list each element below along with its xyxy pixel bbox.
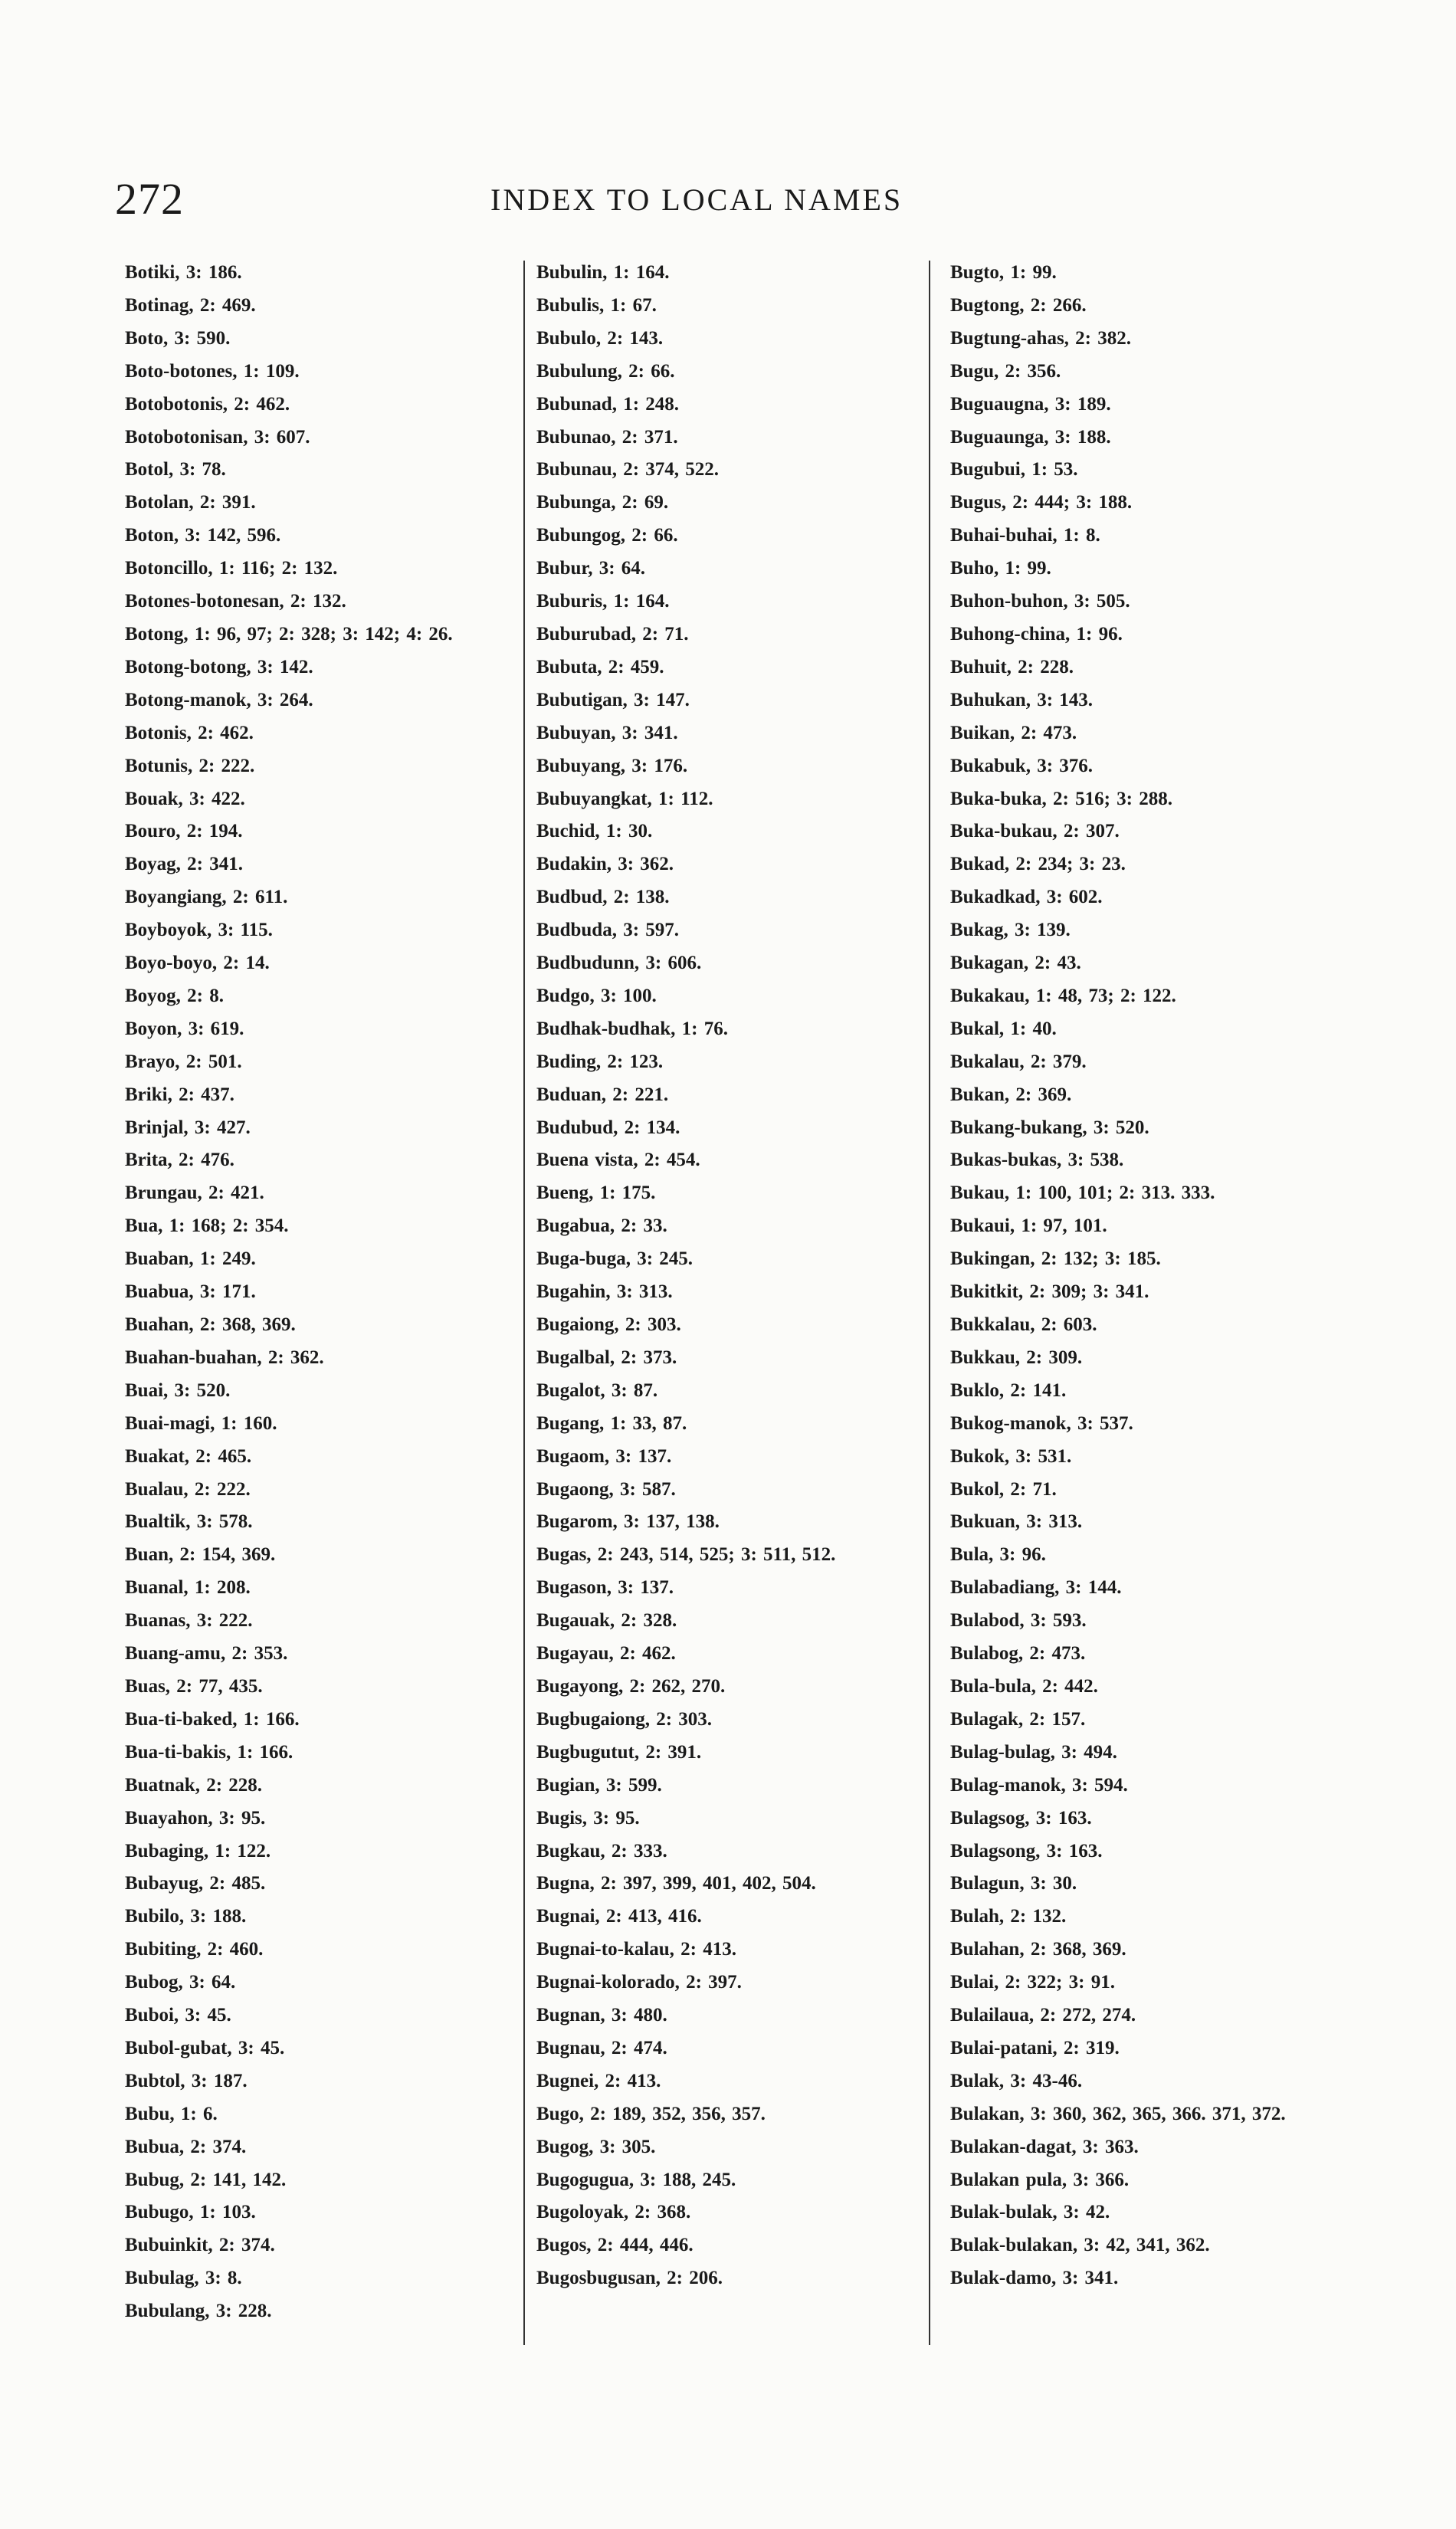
index-entry: Buahan, 2: 368, 369.	[125, 1314, 296, 1335]
index-entry: Bugnai-kolorado, 2: 397.	[536, 1972, 742, 1993]
index-entry: Bubtol, 3: 187.	[125, 2070, 248, 2091]
index-entry: Bugus, 2: 444; 3: 188.	[950, 492, 1133, 513]
index-entry: Buayahon, 3: 95.	[125, 1807, 266, 1829]
index-entry: Buding, 2: 123.	[536, 1051, 664, 1072]
index-entry: Bugnan, 3: 480.	[536, 2005, 667, 2026]
index-entry: Bubol-gubat, 3: 45.	[125, 2037, 285, 2058]
index-entry: Bulag-bulag, 3: 494.	[950, 1741, 1117, 1763]
index-entry: Bueng, 1: 175.	[536, 1182, 656, 1204]
index-entry: Bugtong, 2: 266.	[950, 294, 1087, 316]
index-entry: Bukau, 1: 100, 101; 2: 313. 333.	[950, 1182, 1215, 1204]
index-entry: Buka-bukau, 2: 307.	[950, 821, 1120, 842]
index-entry: Buguaugna, 3: 189.	[950, 393, 1111, 415]
index-entry: Bukkalau, 2: 603.	[950, 1314, 1097, 1335]
page-title: INDEX TO LOCAL NAMES	[490, 182, 903, 217]
index-entry: Bubulo, 2: 143.	[536, 327, 664, 349]
index-entry: Buatnak, 2: 228.	[125, 1774, 263, 1796]
index-entry: Bubugo, 1: 103.	[125, 2202, 256, 2223]
index-entry: Bugkau, 2: 333.	[536, 1840, 667, 1861]
index-entry: Buka-buka, 2: 516; 3: 288.	[950, 788, 1172, 809]
column-divider	[523, 261, 525, 2345]
index-entry: Bulakan, 3: 360, 362, 365, 366. 371, 372.	[950, 2103, 1286, 2124]
index-entry: Bulagsong, 3: 163.	[950, 1840, 1103, 1861]
index-entry: Bukok, 3: 531.	[950, 1445, 1072, 1467]
index-entry: Boyog, 2: 8.	[125, 985, 224, 1006]
index-entry: Bukkau, 2: 309.	[950, 1347, 1083, 1368]
index-entry: Brinjal, 3: 427.	[125, 1117, 251, 1138]
index-entry: Buena vista, 2: 454.	[536, 1150, 700, 1171]
index-entry: Bugnai-to-kalau, 2: 413.	[536, 1939, 736, 1960]
index-entry: Bouak, 3: 422.	[125, 788, 245, 809]
index-entry: Buhukan, 3: 143.	[950, 689, 1094, 710]
index-entry: Buanas, 3: 222.	[125, 1610, 253, 1632]
page-number: 272	[115, 174, 184, 224]
index-entry: Buchid, 1: 30.	[536, 821, 653, 842]
index-entry: Bulagun, 3: 30.	[950, 1873, 1077, 1894]
index-entry: Bugbugutut, 2: 391.	[536, 1741, 702, 1763]
index-entry: Bugtung-ahas, 2: 382.	[950, 327, 1131, 349]
index-entry: Boyboyok, 3: 115.	[125, 920, 273, 941]
index-entry: Bula-bula, 2: 442.	[950, 1675, 1098, 1697]
index-entry: Buga-buga, 3: 245.	[536, 1248, 694, 1270]
index-entry: Bugaiong, 2: 303.	[536, 1314, 681, 1335]
index-entry: Bugog, 3: 305.	[536, 2136, 656, 2157]
index-entry: Bugogugua, 3: 188, 245.	[536, 2169, 736, 2190]
index-entry: Buan, 2: 154, 369.	[125, 1544, 276, 1566]
index-entry: Boyangiang, 2: 611.	[125, 887, 288, 908]
index-entry: Bugo, 2: 189, 352, 356, 357.	[536, 2103, 766, 2124]
index-entry: Bulakan-dagat, 3: 363.	[950, 2136, 1139, 2157]
index-entry: Bubulin, 1: 164.	[536, 262, 670, 283]
index-entry: Bubunao, 2: 371.	[536, 426, 678, 448]
index-entry: Bulak, 3: 43-46.	[950, 2070, 1083, 2091]
index-column-3	[950, 257, 1349, 2295]
index-entry: Bulak-bulakan, 3: 42, 341, 362.	[950, 2235, 1210, 2256]
index-entry: Bulabog, 2: 473.	[950, 1643, 1086, 1665]
index-entry: Bualau, 2: 222.	[125, 1478, 251, 1500]
index-entry: Bugayong, 2: 262, 270.	[536, 1675, 726, 1697]
index-entry: Bubungog, 2: 66.	[536, 525, 678, 546]
index-entry: Brungau, 2: 421.	[125, 1182, 264, 1204]
index-entry: Bugbugaiong, 2: 303.	[536, 1708, 713, 1730]
index-entry: Bukol, 2: 71.	[950, 1478, 1057, 1500]
index-entry: Boto, 3: 590.	[125, 327, 231, 349]
index-entry: Bulai, 2: 322; 3: 91.	[950, 1972, 1115, 1993]
index-entry: Bubayug, 2: 485.	[125, 1873, 266, 1894]
index-entry: Buhai-buhai, 1: 8.	[950, 525, 1100, 546]
index-entry: Bugnau, 2: 474.	[536, 2037, 667, 2058]
index-entry: Budbudunn, 3: 606.	[536, 953, 702, 974]
index-entry: Bubulang, 3: 228.	[125, 2301, 272, 2322]
index-entry: Bukal, 1: 40.	[950, 1018, 1057, 1039]
index-entry: Bubunau, 2: 374, 522.	[536, 459, 720, 481]
index-entry: Bukadkad, 3: 602.	[950, 887, 1103, 908]
index-entry: Bugoloyak, 2: 368.	[536, 2202, 691, 2223]
index-entry: Buas, 2: 77, 435.	[125, 1675, 263, 1697]
index-entry: Botonis, 2: 462.	[125, 722, 254, 743]
index-entry: Bugis, 3: 95.	[536, 1807, 640, 1829]
index-entry: Bukingan, 2: 132; 3: 185.	[950, 1248, 1161, 1270]
index-entry: Bukuan, 3: 313.	[950, 1511, 1083, 1533]
index-entry: Bukad, 2: 234; 3: 23.	[950, 854, 1126, 875]
index-entry: Buhon-buhon, 3: 505.	[950, 591, 1130, 612]
index-entry: Bukan, 2: 369.	[950, 1084, 1072, 1105]
index-entry: Bubua, 2: 374.	[125, 2136, 247, 2157]
index-entry: Bubuta, 2: 459.	[536, 656, 664, 677]
index-entry: Botong-manok, 3: 264.	[125, 689, 313, 710]
index-entry: Bua-ti-baked, 1: 166.	[125, 1708, 300, 1730]
index-entry: Budbuda, 3: 597.	[536, 920, 680, 941]
index-entry: Budhak-budhak, 1: 76.	[536, 1018, 728, 1039]
index-entry: Buburis, 1: 164.	[536, 591, 670, 612]
index-entry: Boton, 3: 142, 596.	[125, 525, 281, 546]
index-entry: Bulak-bulak, 3: 42.	[950, 2202, 1110, 2223]
index-entry: Bukog-manok, 3: 537.	[950, 1412, 1133, 1434]
index-entry: Bulabadiang, 3: 144.	[950, 1577, 1122, 1599]
index-entry: Bugto, 1: 99.	[950, 262, 1057, 283]
index-entry: Bugalbal, 2: 373.	[536, 1347, 677, 1368]
index-entry: Bubunga, 2: 69.	[536, 492, 669, 513]
index-entry: Buai-magi, 1: 160.	[125, 1412, 277, 1434]
index-entry: Botolan, 2: 391.	[125, 492, 256, 513]
index-entry: Bugarom, 3: 137, 138.	[536, 1511, 720, 1533]
index-entry: Budbud, 2: 138.	[536, 887, 670, 908]
index-entry: Bukag, 3: 139.	[950, 920, 1071, 941]
index-entry: Bugayau, 2: 462.	[536, 1643, 676, 1665]
index-column-1	[125, 257, 523, 2328]
index-entry: Buahan-buahan, 2: 362.	[125, 1347, 324, 1368]
index-column-2	[536, 257, 935, 2295]
index-entry: Botol, 3: 78.	[125, 459, 226, 481]
index-entry: Budgo, 3: 100.	[536, 985, 657, 1006]
index-entry: Bugang, 1: 33, 87.	[536, 1412, 687, 1434]
index-entry: Bukang-bukang, 3: 520.	[950, 1117, 1149, 1138]
index-entry: Bulabod, 3: 593.	[950, 1610, 1087, 1632]
index-entry: Bubuyangkat, 1: 112.	[536, 788, 713, 809]
index-entry: Bulakan pula, 3: 366.	[950, 2169, 1130, 2190]
index-entry: Bubulung, 2: 66.	[536, 360, 675, 382]
index-entry: Buklo, 2: 141.	[950, 1379, 1067, 1401]
index-entry: Bubog, 3: 64.	[125, 1972, 236, 1993]
index-entry: Bugu, 2: 356.	[950, 360, 1061, 382]
index-entry: Bubutigan, 3: 147.	[536, 689, 690, 710]
index-entry: Botiki, 3: 186.	[125, 262, 242, 283]
index-entry: Botobotonis, 2: 462.	[125, 393, 290, 415]
index-entry: Bugason, 3: 137.	[536, 1577, 674, 1599]
index-entry: Bubur, 3: 64.	[536, 558, 646, 579]
index-entry: Bubuyang, 3: 176.	[536, 755, 688, 776]
index-entry: Boyon, 3: 619.	[125, 1018, 244, 1039]
index-entry: Bukaui, 1: 97, 101.	[950, 1215, 1107, 1237]
index-entry: Botinag, 2: 469.	[125, 294, 256, 316]
index-entry: Bugosbugusan, 2: 206.	[536, 2268, 723, 2289]
index-entry: Bua, 1: 168; 2: 354.	[125, 1215, 289, 1237]
index-entry: Buakat, 2: 465.	[125, 1445, 252, 1467]
index-entry: Bubilo, 3: 188.	[125, 1906, 247, 1927]
index-entry: Bukitkit, 2: 309; 3: 341.	[950, 1281, 1149, 1303]
index-entry: Bugas, 2: 243, 514, 525; 3: 511, 512.	[536, 1544, 836, 1566]
index-entry: Bubu, 1: 6.	[125, 2103, 218, 2124]
index-entry: Bubunad, 1: 248.	[536, 393, 680, 415]
index-entry: Bubug, 2: 141, 142.	[125, 2169, 287, 2190]
index-entry: Bulailaua, 2: 272, 274.	[950, 2005, 1136, 2026]
index-entry: Botobotonisan, 3: 607.	[125, 426, 310, 448]
index-entry: Bouro, 2: 194.	[125, 821, 243, 842]
index-entry: Brayo, 2: 501.	[125, 1051, 242, 1072]
index-entry: Bulah, 2: 132.	[950, 1906, 1067, 1927]
index-entry: Buanal, 1: 208.	[125, 1577, 251, 1599]
index-entry: Botunis, 2: 222.	[125, 755, 255, 776]
index-entry: Bugaong, 3: 587.	[536, 1478, 676, 1500]
index-entry: Bugnai, 2: 413, 416.	[536, 1906, 702, 1927]
index-entry: Bugna, 2: 397, 399, 401, 402, 504.	[536, 1873, 816, 1894]
index-entry: Buboi, 3: 45.	[125, 2005, 231, 2026]
index-entry: Botones-botonesan, 2: 132.	[125, 591, 346, 612]
index-entry: Bugauak, 2: 328.	[536, 1610, 677, 1632]
index-entry: Bubuinkit, 2: 374.	[125, 2235, 275, 2256]
index-entry: Bukas-bukas, 3: 538.	[950, 1150, 1124, 1171]
index-entry: Bukagan, 2: 43.	[950, 953, 1081, 974]
index-entry: Bugaom, 3: 137.	[536, 1445, 672, 1467]
index-entry: Bulagsog, 3: 163.	[950, 1807, 1092, 1829]
index-entry: Bugubui, 1: 53.	[950, 459, 1078, 481]
index-entry: Bukakau, 1: 48, 73; 2: 122.	[950, 985, 1176, 1006]
index-entry: Bugnei, 2: 413.	[536, 2070, 661, 2091]
index-entry: Bugos, 2: 444, 446.	[536, 2235, 694, 2256]
index-entry: Bubaging, 1: 122.	[125, 1840, 271, 1861]
index-entry: Bua-ti-bakis, 1: 166.	[125, 1741, 293, 1763]
page-header	[0, 172, 1456, 234]
index-entry: Buai, 3: 520.	[125, 1379, 231, 1401]
index-entry: Buaban, 1: 249.	[125, 1248, 256, 1270]
index-entry: Buburubad, 2: 71.	[536, 623, 689, 645]
index-entry: Bubulag, 3: 8.	[125, 2268, 242, 2289]
index-entry: Bubulis, 1: 67.	[536, 294, 657, 316]
index-entry: Buhong-china, 1: 96.	[950, 623, 1123, 645]
index-entry: Brita, 2: 476.	[125, 1150, 234, 1171]
index-entry: Botoncillo, 1: 116; 2: 132.	[125, 558, 338, 579]
index-entry: Botong, 1: 96, 97; 2: 328; 3: 142; 4: 26.	[125, 623, 453, 645]
index-entry: Bulak-damo, 3: 341.	[950, 2268, 1119, 2289]
index-entry: Budubud, 2: 134.	[536, 1117, 680, 1138]
index-entry: Boyo-boyo, 2: 14.	[125, 953, 270, 974]
index-entry: Buduan, 2: 221.	[536, 1084, 669, 1105]
index-entry: Bukabuk, 3: 376.	[950, 755, 1094, 776]
index-entry: Buho, 1: 99.	[950, 558, 1051, 579]
index-entry: Buang-amu, 2: 353.	[125, 1643, 288, 1665]
index-entry: Bula, 3: 96.	[950, 1544, 1046, 1566]
index-entry: Buabua, 3: 171.	[125, 1281, 256, 1303]
index-entry: Bubiting, 2: 460.	[125, 1939, 264, 1960]
index-entry: Boyag, 2: 341.	[125, 854, 243, 875]
index-entry: Bulag-manok, 3: 594.	[950, 1774, 1128, 1796]
index-entry: Bubuyan, 3: 341.	[536, 722, 678, 743]
index-entry: Botong-botong, 3: 142.	[125, 656, 313, 677]
index-entry: Bualtik, 3: 578.	[125, 1511, 253, 1533]
index-entry: Bugahin, 3: 313.	[536, 1281, 673, 1303]
index-entry: Bulai-patani, 2: 319.	[950, 2037, 1120, 2058]
index-entry: Buikan, 2: 473.	[950, 722, 1077, 743]
index-entry: Bulagak, 2: 157.	[950, 1708, 1086, 1730]
index-entry: Briki, 2: 437.	[125, 1084, 234, 1105]
index-entry: Bukalau, 2: 379.	[950, 1051, 1087, 1072]
index-entry: Bulahan, 2: 368, 369.	[950, 1939, 1126, 1960]
index-entry: Bugabua, 2: 33.	[536, 1215, 667, 1237]
index-entry: Bugalot, 3: 87.	[536, 1379, 658, 1401]
index-entry: Budakin, 3: 362.	[536, 854, 674, 875]
index-entry: Boto-botones, 1: 109.	[125, 360, 300, 382]
index-entry: Bugian, 3: 599.	[536, 1774, 662, 1796]
index-entry: Buguaunga, 3: 188.	[950, 426, 1111, 448]
index-entry: Buhuit, 2: 228.	[950, 656, 1074, 677]
